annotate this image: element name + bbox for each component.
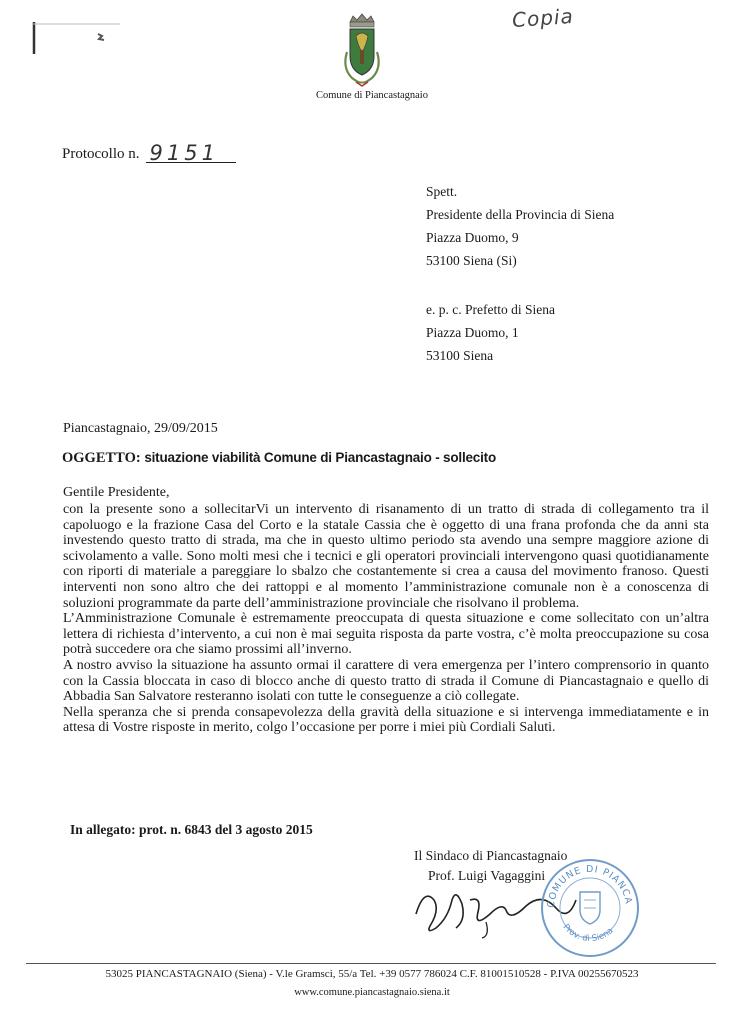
comune-label: Comune di Piancastagnaio: [316, 90, 428, 101]
scan-mark: [28, 18, 124, 58]
footer-divider: [26, 963, 716, 964]
subject-line: [62, 450, 496, 467]
recipient-line: Piazza Duomo, 9: [426, 230, 519, 245]
copia-note: Copia: [511, 3, 575, 33]
attachment-note: In allegato: prot. n. 6843 del 3 agosto 2015: [70, 822, 313, 837]
cc-line: Piazza Duomo, 1: [426, 325, 519, 340]
subject-label: OGGETTO:: [62, 450, 141, 466]
coat-of-arms-icon: [338, 12, 386, 92]
recipient-address: [426, 180, 614, 272]
body-paragraph: A nostro avviso la situazione ha assunto ormai il carattere di vera emergenza per l’intero comprensorio in quanto con la Cassia bloccata in caso di blocco anche di questo tratto di strada il Comune di Piancastagnaio e quello di Abbadia San Salvatore resteranno isolati con tutte le conseguenze a ciò collegate.: [63, 657, 709, 705]
protocollo-label: Protocollo n.: [62, 146, 140, 162]
stamp-text-bottom: Prov. di Siena: [560, 922, 616, 944]
footer-website: www.comune.piancastagnaio.siena.it: [294, 987, 450, 998]
recipient-line: Presidente della Provincia di Siena: [426, 207, 615, 222]
official-stamp-icon: [538, 856, 642, 960]
body-paragraph: Nella speranza che si prenda consapevolezza della gravità della situazione e si intervenga immediatamente e in attesa di Vostre risposte in merito, colgo l’occasione per porre i miei più Cordiali Saluti.: [63, 704, 709, 736]
protocollo-number: 9151: [146, 144, 236, 163]
letter-date: Piancastagnaio, 29/09/2015: [63, 421, 218, 436]
cc-line: 53100 Siena: [426, 348, 494, 363]
svg-text:Prov. di Siena: [561, 922, 616, 943]
signatory-name: Prof. Luigi Vagaggini: [428, 868, 546, 883]
cc-line: e. p. c. Prefetto di Siena: [426, 302, 555, 317]
body-paragraph: con la presente sono a sollecitarVi un intervento di risanamento di un tratto di strada di collegamento tra il capoluogo e la frazione Casa del Corto e la statale Cassia che è oggetto di una frana profonda che da anni sta investendo questo tratto di strada, ma che in questo ultimo periodo sta avendo una sempre maggiore azione di scivolamento a valle. Sono molti mesi che i tecnici e gli operatori provinciali intervengono quasi quotidianamente con riporti di materiale a pareggiare lo sbalzo che costantemente si crea a causa del movimento franoso. Questi interventi non sono altro che dei rattoppi e al momento l’amministrazione comunale non è a conoscenza di soluzioni programmate da parte dell’amministrazione provinciale che risolvano il problema.: [63, 502, 709, 611]
salutation: Gentile Presidente,: [63, 485, 170, 500]
protocollo: [62, 141, 236, 165]
recipient-line: Spett.: [426, 184, 458, 199]
stamp-text: COMUNE DI PIANCA: [545, 863, 634, 909]
letter-body: [63, 502, 709, 736]
signatory-role: Il Sindaco di Piancastagnaio: [414, 848, 568, 863]
footer-address: 53025 PIANCASTAGNAIO (Siena) - V.le Gramsci, 55/a Tel. +39 0577 786024 C.F. 81001510528 - P.IVA 00255670523: [105, 968, 639, 980]
recipient-line: 53100 Siena (Si): [426, 253, 517, 268]
subject-text: situazione viabilità Comune di Piancastagnaio - sollecito: [144, 450, 497, 465]
body-paragraph: L’Amministrazione Comunale è estremamente preoccupata di questa situazione e come sollecitato con un’altra lettera di richiesta d’intervento, a cui non è mai seguita risposta da parte vostra, c’è molta preoccupazione su cosa potrà succedere ora che siamo prossimi all’inverno.: [63, 611, 709, 658]
cc-address: [426, 298, 555, 367]
